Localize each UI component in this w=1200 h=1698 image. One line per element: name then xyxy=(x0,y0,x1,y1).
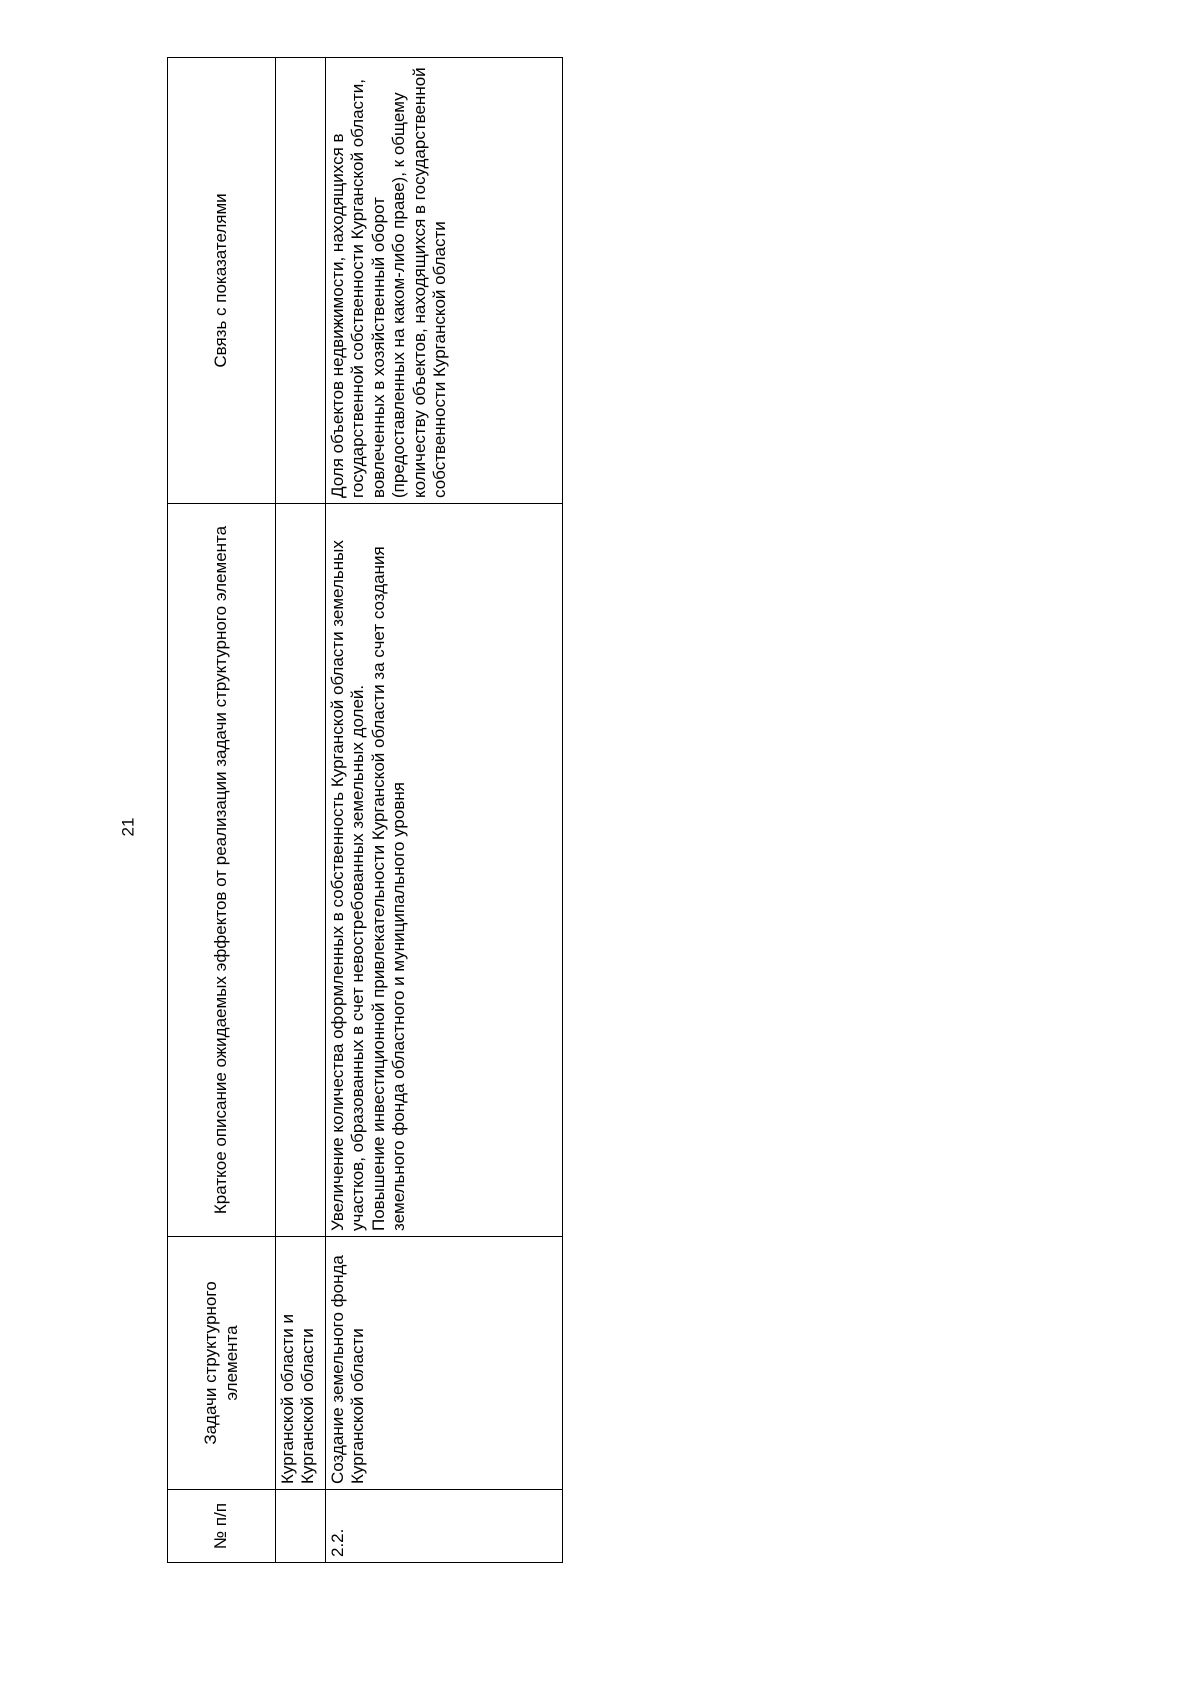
cell-num xyxy=(276,1490,326,1563)
table-row xyxy=(276,58,326,1563)
page-number xyxy=(118,812,138,842)
cell-task: Создание земельного фонда Курганской области xyxy=(326,1237,563,1490)
page-number-text: 21 xyxy=(117,817,137,837)
header-indicators: Связь с показателями xyxy=(168,58,276,504)
header-num: № п/п xyxy=(168,1490,276,1563)
cell-task: Курганской области и Курганской области xyxy=(276,1237,326,1490)
header-task: Задачи структурного элемента xyxy=(168,1237,276,1490)
cell-indicators xyxy=(276,58,326,504)
header-effects: Краткое описание ожидаемых эффектов от реализации задачи структурного элемента xyxy=(168,504,276,1237)
rotated-page-content xyxy=(167,58,562,1563)
cell-effects xyxy=(276,504,326,1237)
cell-effects xyxy=(326,504,563,1237)
effects-paragraph: Увеличение количества оформленных в собственность Курганской области земельных участков, образованных в счет невостребованных земельных долей. xyxy=(328,540,368,1231)
table-row xyxy=(326,58,563,1563)
table-header-row xyxy=(168,58,276,1563)
structural-element-table xyxy=(167,57,563,1563)
cell-num: 2.2. xyxy=(326,1490,563,1563)
effects-paragraph: Повышение инвестиционной привлекательности Курганской области за счет создания земельного фонда областного и муниципального уровня xyxy=(368,546,409,1231)
cell-indicators: Доля объектов недвижимости, находящихся в государственной собственности Курганской области, вовлеченных в хозяйственный оборот (предоставленных на каком-либо праве), к общему количеству объектов, находящихся в государственной собственности Курганской области xyxy=(326,58,563,504)
